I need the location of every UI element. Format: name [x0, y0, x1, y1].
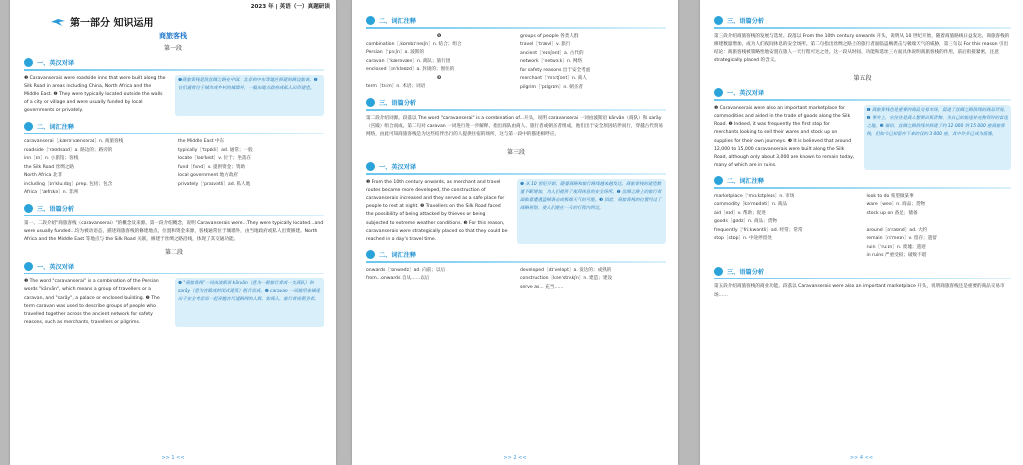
analysis-text: 第三段介绍商旅客栈的发展与选址。段落以 From the 10th century onwards 开头，说明从 10 世纪开始，随着商旅路线日益发达，商旅客栈的修建数量增加，成为人们夜间休息的安全场所。第二句指出丝绸之路上的旅行者面临盗贼袭击与极端天气的威胁，第三句以 For this reason 引出结论：商旅客栈被策略性地安置在旅人一天行程可达之处。这一段从时间、功能和选址三方面具体说明商旅客栈的作用，前后衔接紧密，注意 strategically placed 的含义。	[714, 33, 1010, 64]
bulb-icon	[24, 262, 33, 271]
vocab-item: inn［ɪn］n. 小旅馆；客栈	[24, 156, 79, 162]
divider	[24, 69, 324, 71]
bulb-icon	[24, 122, 33, 131]
vocab-list	[366, 33, 666, 93]
section-header: 一、英汉对译	[714, 88, 1011, 97]
divider	[714, 99, 1011, 101]
vocab-item: caravanserai［ˌkærəˈvænsəraɪ］n. 商旅客栈	[24, 139, 124, 145]
vocab-item: caravan［ˈkærəvæn］n. 商队；旅行团	[366, 58, 451, 64]
section-header: 二、词汇注释	[24, 122, 324, 131]
bulb-icon	[24, 58, 33, 67]
english-text: ❶ From the 10th century onwards, as merchant and travel routes became more developed, the construction of caravanserais increased and they served as a safe place for people to rest at night. ❷ Travellers on the Silk Road faced the possibility of being attacked by thieves or being subjected to extreme weather conditions. ❸ For this reason, caravanserais were strategically placed so that they could be reached in a day's travel time.	[366, 179, 508, 243]
vocab-item: the Silk Road 丝绸之路	[24, 164, 74, 170]
divider	[366, 109, 666, 111]
chinese-translation: ❶商旅客栈是沿丝绸之路在中国、北非和中东等地区修建的路边旅舍。❷它们通常位于城市或乡村的城墙外，一般由地方政府或私人出资建造。	[175, 75, 324, 116]
bulb-icon	[714, 267, 723, 276]
vocab-item: including［ɪnˈkluːdɪŋ］prep. 包括；包含	[24, 181, 113, 187]
vocab-item: aid［eɪd］v. 帮助；促进	[714, 210, 766, 216]
section-header: 一、英汉对译	[24, 58, 324, 67]
bulb-icon	[366, 162, 375, 171]
bird-logo-icon	[50, 17, 66, 27]
vocab-list	[714, 227, 1011, 261]
vocab-item: stop［stɒp］n. 中途停留处	[714, 236, 772, 242]
topic-title: 商旅客栈	[159, 32, 187, 40]
vocab-item: onwards［ˈɒnwədz］ad. 向前；以后	[366, 267, 446, 273]
sentence-number: ❶	[436, 32, 442, 39]
vocab-item: term［tɜːm］n. 术语；词语	[366, 83, 426, 89]
divider	[366, 173, 666, 175]
section-header: 三、语篇分析	[366, 98, 666, 107]
section-header: 三、语篇分析	[714, 267, 1011, 276]
vocab-item: combination［ˌkɒmbɪˈneɪʃn］n. 结合；组合	[366, 41, 462, 47]
divider	[366, 261, 666, 263]
vocab-item: for safety reasons 出于安全考虑	[520, 67, 591, 73]
vocab-item: roadside［ˈrəʊdsaɪd］a. 路边的；路旁的	[24, 147, 113, 153]
vocab-item: stock up on 备足；储备	[866, 210, 918, 216]
part-title: 第一部分 知识运用	[50, 14, 336, 29]
vocab-item: local government 地方政府	[178, 173, 239, 179]
bulb-icon	[366, 250, 375, 259]
section-header: 二、词汇注释	[714, 176, 1011, 185]
vocab-item: commodity［kəˈmɒdəti］n. 商品	[714, 202, 787, 208]
page-number: >> 4 <<	[849, 455, 874, 461]
paragraph-label: 第五段	[853, 75, 872, 83]
chinese-translation: ❶ 从 10 世纪开始，随着商路和旅行路线越来越发达，商旅客栈的建造数量不断增加，为人们提供了夜间休息的安全场所。❷ 丝绸之路上的旅行者面临着遭遇盗贼袭击或极端天气的可能。❸ 因此，商旅客栈的位置经过了战略规划，使人们能在一天的行程内到达。	[517, 179, 666, 245]
divider	[24, 215, 324, 217]
analysis-text: 第二段介绍词源。段落以 The word "caravanserai" is a combination of...开头，说明 caravanserai 一词由波斯语 kārvān（商队）和 sarāy（宫殿）组合而成。第二句对 caravan 一词进行进一步解释，指出商队由商人、旅行者或朝圣者组成，他们出于安全原因结伴而行，穿越古代贸易网络，由此可知商旅客栈是为这些结伴出行的人提供住宿的场所，这与第一段中的描述相呼应。	[366, 115, 664, 137]
bulb-icon	[714, 176, 723, 185]
vocab-item: ancient［ˈeɪnʃənt］a. 古代的	[520, 50, 584, 56]
divider	[24, 273, 324, 275]
vocab-list	[714, 193, 1011, 227]
bulb-icon	[714, 88, 723, 97]
vocab-item: marketplace［ˈmɑːkɪtpleɪs］n. 市场	[714, 193, 795, 199]
vocab-item: Persian［ˈpɜːʃn］a. 波斯的	[366, 50, 425, 55]
vocab-item: from...onwards 自从……以后	[366, 276, 430, 282]
english-text: ❶ Caravanserais were also an important marketplace for commodities and aided in the trade of goods along the Silk Road. ❷ Indeed, it was frequently the first stop for merchants looking to sell their wares and stock up on supplies for their own journeys. ❸ It is believed that around 12,000 to 15,000 caravanserais were built along the Silk Road, although only about 3,000 are known to remain today, many of which are in ruins.	[714, 105, 855, 169]
paragraph-label: 第二段	[164, 248, 183, 256]
vocab-item: ware［weə］n. 商品；货物	[866, 202, 926, 208]
vocab-item: privately［ˈpraɪvətli］ad. 私人地	[178, 181, 251, 187]
vocab-item: goods［ɡʊdz］n. 商品；货物	[714, 219, 777, 225]
analysis-text: 第五段介绍商旅客栈的商业功能。段落以 Caravanserais were also an important marketplace 开头，说明商旅客栈还是重要的商品交易市场……	[714, 284, 1005, 298]
english-text: ❶ The word "caravanserai" is a combination of the Persian words "kārvān", which means a group of travellers or a caravan, and "sarāy", a palace or enclosed building. ❷ The term caravan was used to describe groups of people who travelled together across the ancient network for safety reasons, such as merchants, travellers or pilgrims.	[24, 279, 160, 326]
divider	[366, 27, 666, 29]
running-header: 2023 年 | 英语（一）真题研读	[250, 4, 330, 10]
vocab-item: pilgrim［ˈpɪlɡrɪm］n. 朝圣者	[520, 84, 583, 90]
section-header: 三、语篇分析	[24, 204, 324, 213]
vocab-item: groups of people 各类人群	[520, 33, 579, 39]
paragraph-label: 第一段	[163, 45, 182, 52]
section-header: 二、词汇注释	[366, 16, 666, 25]
vocab-item: the Middle East 中东	[178, 139, 225, 145]
paragraph-label: 第三段	[506, 149, 525, 157]
vocab-item: locate［ləʊˈkeɪt］v. 位于；坐落在	[178, 156, 252, 162]
vocab-item: typically［ˈtɪpɪkli］ad. 通常；一般	[178, 147, 253, 153]
bulb-icon	[366, 16, 375, 25]
vocab-item: travel［ˈtrævl］v. 旅行	[520, 42, 571, 47]
vocab-item: North Africa 北非	[24, 173, 63, 179]
bulb-icon	[366, 98, 375, 107]
section-header: 三、语篇分析	[714, 16, 1011, 25]
vocab-item: in ruins 严重受损；破败不堪	[866, 253, 927, 259]
vocab-list	[366, 267, 666, 293]
vocab-item: remain［rɪˈmeɪn］v. 留存；遗留	[866, 236, 937, 242]
divider	[714, 187, 1011, 189]
divider	[24, 133, 324, 135]
sentence-number: ❷	[436, 74, 442, 81]
chinese-translation: ❶ "商旅客栈"一词由波斯语 kārvān（意为一群旅行者或一支商队）和 sarāy（意为宫殿或封闭式建筑）组合而成。❷ caravan 一词被用来描述出于安全考虑而一起穿越古代道路网的人群，如商人、旅行者或朝圣者。	[175, 278, 324, 327]
vocab-item: serve as... 充当……	[520, 284, 564, 290]
vocab-item: enclosed［ɪnˈkləʊzd］a. 封闭的；围住的	[366, 67, 455, 72]
bulb-icon	[714, 16, 723, 25]
page-1	[10, 0, 336, 465]
vocab-item: network［ˈnetwɜːk］n. 网络	[520, 59, 583, 64]
vocab-item: ruin［ˈruːɪn］n. 废墟；遗迹	[866, 244, 926, 250]
vocab-item: merchant［ˈmɜːtʃənt］n. 商人	[520, 76, 587, 81]
page-number: >> 1 <<	[161, 455, 185, 461]
page-2	[352, 0, 678, 465]
vocab-item: fund［fʌnd］v. 提供资金；资助	[178, 164, 246, 170]
vocab-item: frequently［ˈfriːkwəntli］ad. 经常；常常	[714, 227, 803, 233]
section-header: 二、词汇注释	[366, 250, 666, 259]
vocab-item: Africa［ˈæfrɪkə］n. 非洲	[24, 190, 78, 196]
vocab-item: look to do 希望做某事	[866, 193, 914, 199]
bulb-icon	[24, 204, 33, 213]
section-header: 一、英汉对译	[24, 262, 324, 271]
page-3	[700, 0, 1023, 465]
chinese-translation: ❶ 商旅客栈也是重要的商品交易市场，促进了丝绸之路沿线的商品贸易。❷ 事实上，它往往是商人想要出售货物、为自己的旅途补充物资时的首选之地。❸ 据信，丝绸之路沿线共修建了约 12 000 到 15 000 座商旅客栈，但如今已知留存下来的仅约 3 000 座，其中许多已成为废墟。	[864, 105, 1012, 171]
section-header: 一、英汉对译	[366, 162, 666, 171]
divider	[714, 278, 1011, 280]
analysis-text: 第一、二段介绍"商旅客栈（caravanserai）"的概念及来源。第一段介绍概念，说明 Caravanserais were...They were typically located...and were usually funded...均为被动语态，描述商旅客栈的修建地点、位置和资金来源，客栈通常位于城墙外，由当地政府或私人出资修建。North Africa and the Middle East 等地点与 the Silk Road 关联，修建于丝绸之路沿线，体现了其交通功能。	[24, 221, 324, 243]
divider	[714, 27, 1011, 29]
vocab-item: around［əˈraʊnd］ad. 大约	[866, 227, 928, 233]
vocab-item: developed［dɪˈveləpt］a. 发达的；成熟的	[520, 267, 612, 273]
vocab-list	[24, 138, 324, 198]
vocab-item: construction［kənˈstrʌkʃn］n. 建造；建设	[520, 276, 613, 282]
english-text: ❶ Caravanserais were roadside inns that were built along the Silk Road in areas including China, North Africa and the Middle East. ❷ They were typically located outside the walls of a city or village and were usually funded by local governments or privately.	[24, 75, 166, 114]
page-number: >> 2 <<	[503, 455, 527, 461]
